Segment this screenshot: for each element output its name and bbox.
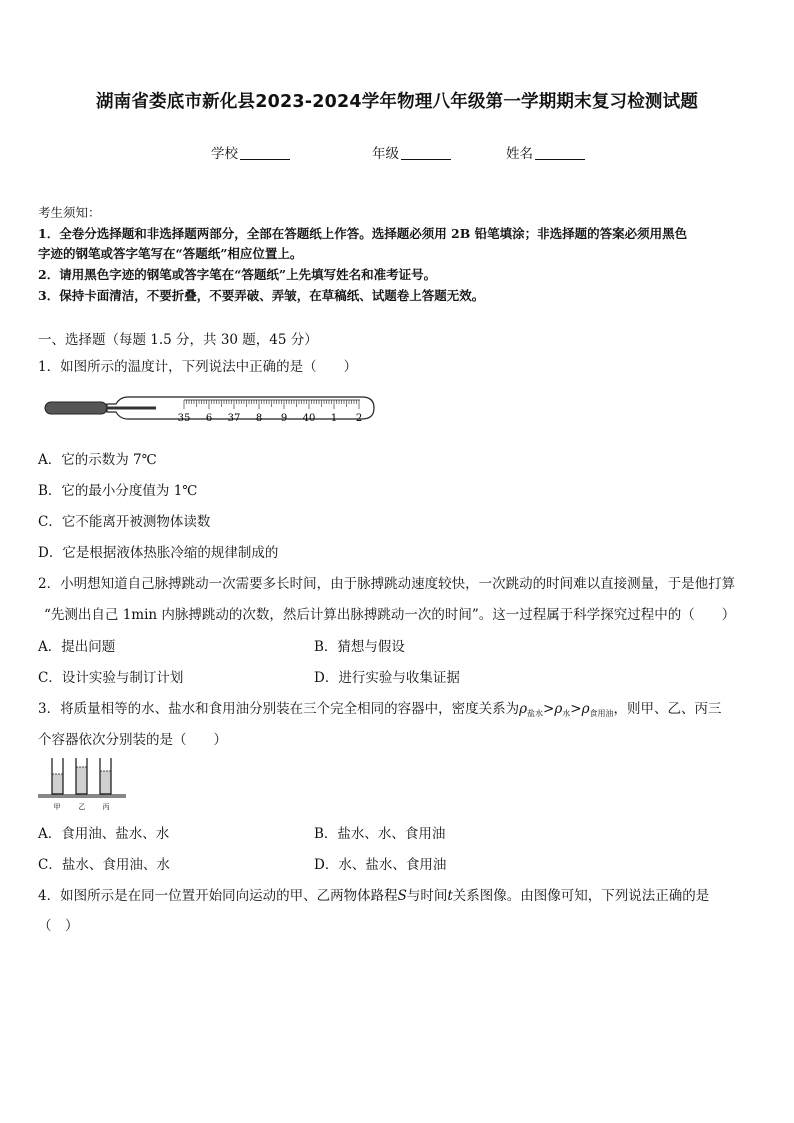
q2-line-2: “先测出自己 1min 内脉搏跳动的次数，然后计算出脉搏跳动一次的时间”。这一过程属于科学探究过程中的（ ） (44, 607, 736, 623)
rho-symbol: ρ (581, 701, 590, 717)
q3-line-1-text: 3．将质量相等的水、盐水和食用油分别装在三个完全相同的容器中，密度关系为 (38, 701, 520, 717)
notice-heading: 考生须知： (38, 205, 101, 220)
label-yi: 乙 (78, 803, 86, 811)
name-field (506, 142, 585, 162)
q2-option-c[interactable]: C．设计实验与制订计划 (38, 670, 184, 686)
scale-label: 37 (227, 413, 241, 424)
scale-label: 8 (255, 413, 263, 424)
greater-than: > (543, 701, 555, 717)
section-1-heading: 一、选择题（每题 1.5 分，共 30 题，45 分） (38, 332, 318, 348)
q4-line-1-mid: 与时间 (406, 888, 448, 904)
q2-option-d[interactable]: D．进行实验与收集证据 (314, 670, 460, 686)
q3-line-2: 个容器依次分别装的是（ ） (38, 732, 227, 748)
q3-option-c[interactable]: C．盐水、食用油、水 (38, 857, 170, 873)
scale-label: 2 (355, 413, 363, 424)
grade-label: 年级 (372, 146, 399, 162)
rho-symbol: ρ (519, 701, 528, 717)
liquid (76, 767, 87, 794)
q1-stem: 1．如图所示的温度计，下列说法中正确的是（ ） (38, 359, 358, 375)
container-jia (52, 758, 63, 794)
q1-option-b[interactable]: B．它的最小分度值为 1℃ (38, 483, 198, 499)
sub-cooking-oil: 食用油 (589, 709, 614, 718)
thermometer-bulb (45, 402, 107, 414)
scale-label: 1 (330, 413, 338, 424)
name-blank[interactable] (535, 146, 585, 160)
page-title: 湖南省娄底市新化县2023-2024学年物理八年级第一学期期末复习检测试题 (95, 92, 699, 112)
q2-line-1: 2．小明想知道自己脉搏跳动一次需要多长时间，由于脉搏跳动速度较快，一次跳动的时间难以直接测量，于是他打算 (38, 576, 736, 592)
notice-item-3: 3．保持卡面清洁，不要折叠，不要弄破、弄皱，在草稿纸、试题卷上答题无效。 (38, 288, 485, 303)
q4-line-1 (38, 884, 709, 904)
q3-line-1-tail: ，则甲、乙、丙三 (613, 701, 722, 717)
label-bing: 丙 (102, 803, 110, 811)
thermometer-figure (44, 392, 378, 426)
q4-line-1-tail: 关系图像。由图像可知，下列说法正确的是 (452, 888, 710, 904)
containers-figure (36, 754, 128, 812)
scale-label: 35 (177, 413, 191, 424)
school-label: 学校 (211, 146, 238, 162)
label-jia: 甲 (53, 803, 61, 811)
liquid (100, 771, 111, 794)
q1-option-c[interactable]: C．它不能离开被测物体读数 (38, 514, 211, 530)
liquid (52, 774, 63, 794)
q1-option-a[interactable]: A．它的示数为 7℃ (38, 452, 157, 468)
school-field (211, 142, 290, 162)
grade-blank[interactable] (401, 146, 451, 160)
container-yi (76, 758, 87, 794)
greater-than: > (570, 701, 582, 717)
q3-option-b[interactable]: B．盐水、水、食用油 (314, 826, 446, 842)
q4-line-1-text: 4．如图所示是在同一位置开始同向运动的甲、乙两物体路程 (38, 888, 398, 904)
rho-symbol: ρ (554, 701, 563, 717)
q3-line-1 (38, 697, 722, 719)
name-label: 姓名 (506, 146, 533, 162)
var-t: t (447, 888, 453, 904)
q3-option-d[interactable]: D．水、盐水、食用油 (314, 857, 447, 873)
notice-item-2: 2．请用黑色字迹的钢笔或答字笔在“答题纸”上先填写姓名和准考证号。 (38, 267, 437, 282)
sub-water: 水 (562, 709, 571, 718)
sub-salt-water: 盐水 (527, 709, 544, 718)
scale-label: 6 (205, 413, 213, 424)
q4-line-2: （ ） (38, 918, 79, 934)
q3-option-a[interactable]: A．食用油、盐水、水 (38, 826, 170, 842)
notice-item-1-line-2: 字迹的钢笔或答字笔写在“答题纸”相应位置上。 (38, 246, 303, 261)
scale-ticks (184, 400, 359, 409)
q1-option-d[interactable]: D．它是根据液体热胀冷缩的规律制成的 (38, 545, 279, 561)
notice-item-1-line-1: 1．全卷分选择题和非选择题两部分，全部在答题纸上作答。选择题必须用 2B 铅笔填涂；非选择题的答案必须用黑色 (38, 226, 688, 241)
grade-field (372, 142, 451, 162)
q2-option-b[interactable]: B．猜想与假设 (314, 639, 405, 655)
school-blank[interactable] (240, 146, 290, 160)
scale-label: 40 (302, 413, 316, 424)
container-bing (100, 758, 111, 794)
var-s: S (397, 888, 407, 904)
q2-option-a[interactable]: A．提出问题 (38, 639, 116, 655)
scale-label: 9 (280, 413, 288, 424)
